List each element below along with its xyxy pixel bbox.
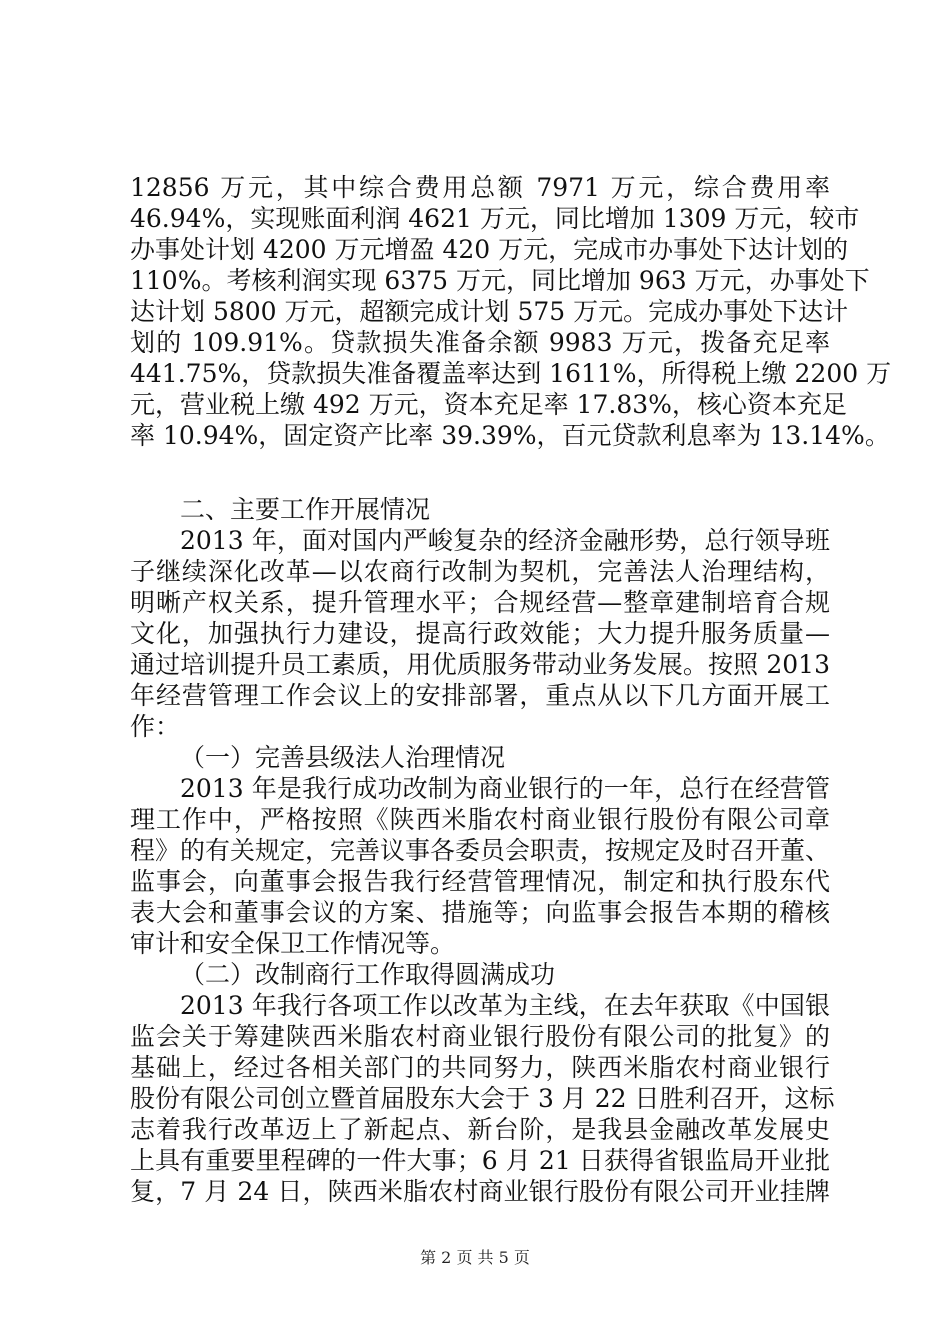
text-line: 基础上，经过各相关部门的共同努力，陕西米脂农村商业银行 [130,1053,830,1082]
paragraph-gap [130,451,830,494]
text-line: 程》的有关规定，完善议事各委员会职责，按规定及时召开董、 [130,836,831,865]
text-line: 志着我行改革迈上了新起点、新台阶，是我县金融改革发展史 [130,1115,830,1144]
text-line: 监事会，向董事会报告我行经营管理情况，制定和执行股东代 [130,867,830,896]
document-body [130,172,892,1207]
paragraph-work-overview [130,525,830,742]
text-line: 审计和安全保卫工作情况等。 [130,929,456,958]
text-line: 办事处计划 4200 万元增盈 420 万元，完成市办事处下达计划的 [130,235,849,264]
paragraph-governance [130,773,830,959]
text-line: 达计划 5800 万元，超额完成计划 575 万元。完成办事处下达计 [130,297,849,326]
text-line: 上具有重要里程碑的一件大事；6 月 21 日获得省银监局开业批 [130,1146,830,1175]
text-line: 通过培训提升员工素质，用优质服务带动业务发展。按照 2013 [130,650,830,679]
page-number-footer: 第 2 页 共 5 页 [420,1248,530,1267]
text-line: 元，营业税上缴 492 万元，资本充足率 17.83%，核心资本充足 [130,390,847,419]
text-line: 率 10.94%，固定资产比率 39.39%，百元贷款利息率为 13.14%。 [130,421,890,450]
text-line: 子继续深化改革—以农商行改制为契机，完善法人治理结构， [130,557,830,586]
subsection-heading: （一）完善县级法人治理情况 [180,743,506,772]
text-line: 2013 年是我行成功改制为商业银行的一年，总行在经营管 [180,774,830,803]
text-line: 年经营管理工作会议上的安排部署，重点从以下几方面开展工 [130,681,830,710]
text-line: 110%。考核利润实现 6375 万元，同比增加 963 万元，办事处下 [130,266,870,295]
text-line: 理工作中，严格按照《陕西米脂农村商业银行股份有限公司章 [130,805,830,834]
text-line: 股份有限公司创立暨首届股东大会于 3 月 22 日胜利召开，这标 [130,1084,835,1113]
section-heading: 二、主要工作开展情况 [180,495,431,524]
text-line: 46.94%，实现账面利润 4621 万元，同比增加 1309 万元，较市 [130,204,860,233]
text-line: 2013 年，面对国内严峻复杂的经济金融形势，总行领导班 [180,526,830,555]
paragraph-financial-summary [130,172,892,451]
text-line: 明晰产权关系，提升管理水平；合规经营—整章建制培育合规 [130,588,830,617]
text-line: 441.75%，贷款损失准备覆盖率达到 1611%，所得税上缴 2200 万 [130,359,892,388]
text-line: 划的 109.91%。贷款损失准备余额 9983 万元，拨备充足率 [130,328,830,357]
text-line: 文化，加强执行力建设，提高行政效能；大力提升服务质量— [130,619,830,648]
text-line: 监会关于筹建陕西米脂农村商业银行股份有限公司的批复》的 [130,1022,830,1051]
text-line: 复，7 月 24 日，陕西米脂农村商业银行股份有限公司开业挂牌 [130,1177,830,1206]
text-line: 2013 年我行各项工作以改革为主线，在去年获取《中国银 [180,991,830,1020]
text-line: 表大会和董事会议的方案、措施等；向监事会报告本期的稽核 [130,898,830,927]
subsection-heading: （二）改制商行工作取得圆满成功 [180,960,556,989]
paragraph-restructuring [130,990,835,1207]
text-line: 作： [130,712,181,741]
text-line: 12856 万元，其中综合费用总额 7971 万元，综合费用率 [130,173,830,202]
